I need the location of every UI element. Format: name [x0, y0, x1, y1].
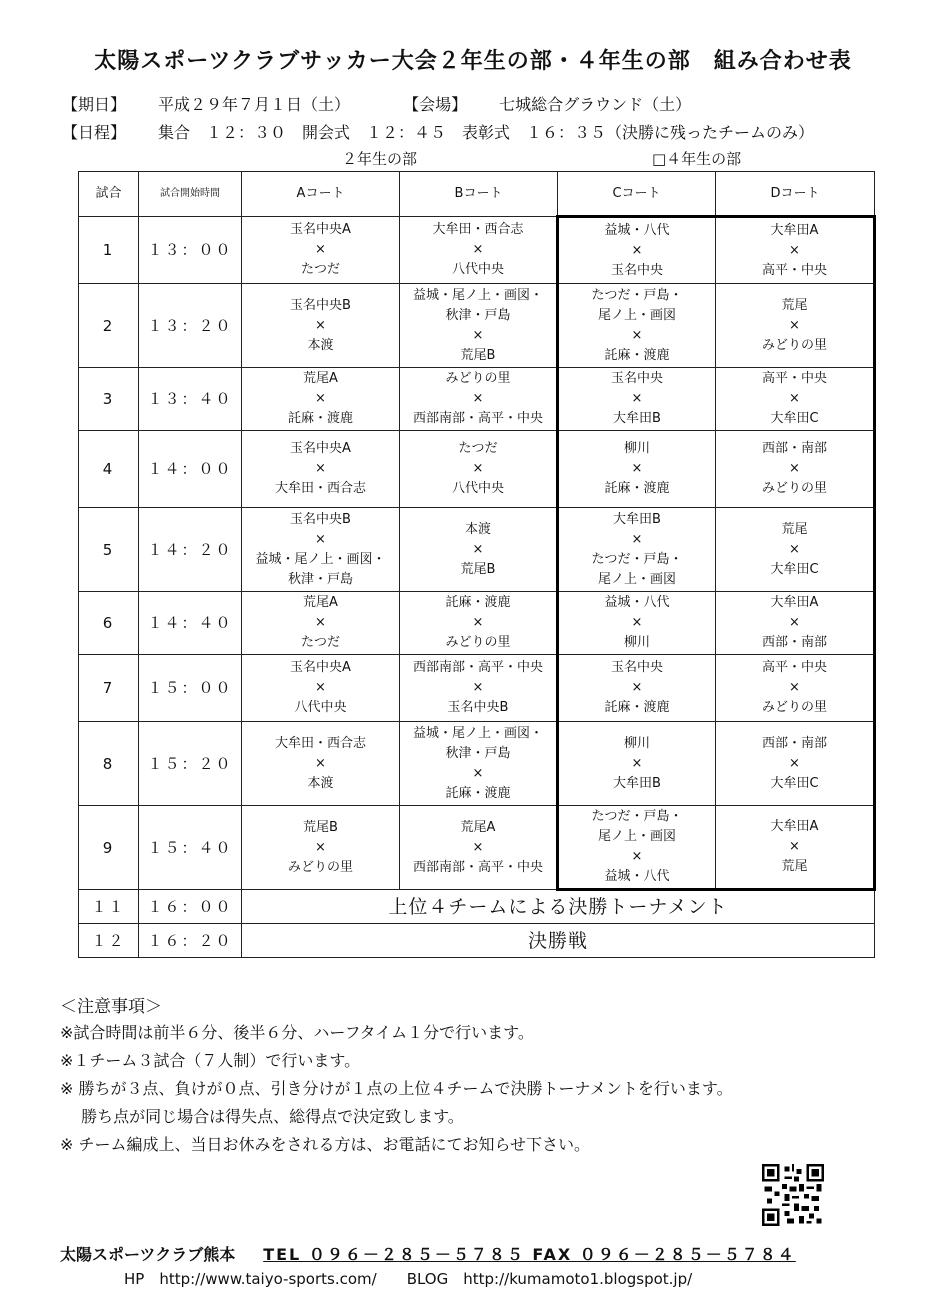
team-name: 西部・南部	[761, 441, 827, 456]
game-start-time: １５：２０	[139, 722, 242, 806]
team-name: 玉名中央	[610, 262, 663, 278]
team-name: 高平・中央	[761, 262, 827, 278]
team-name: 玉名中央B	[290, 297, 351, 313]
team-name: 荒尾	[781, 859, 808, 874]
versus-mark: ×	[315, 680, 326, 695]
team-name: 本渡	[464, 521, 491, 537]
court-a-match	[242, 431, 400, 508]
court-b-match	[400, 217, 558, 284]
team-name: 秋津・戸島	[445, 307, 511, 323]
game-start-time: １６：２０	[139, 924, 242, 958]
note-item: ※ チーム編成上、当日お休みをされる方は、お電話にてお知らせ下さい。	[60, 1135, 591, 1154]
game-number: 4	[79, 431, 139, 508]
header-court-c: Cコート	[558, 172, 716, 217]
team-name: 八代中央	[451, 481, 504, 496]
header-start-time: 試合開始時間	[139, 172, 242, 217]
team-name: 西部・南部	[761, 635, 827, 650]
versus-mark: ×	[472, 242, 484, 257]
versus-mark: ×	[315, 755, 326, 771]
final-row	[79, 890, 875, 924]
team-name: 西部・南部	[761, 735, 827, 751]
team-name: 西部南部・高平・中央	[412, 411, 543, 426]
venue-value: 七城総合グラウンド（土）	[499, 95, 692, 114]
note-item: ※試合時間は前半６分、後半６分、ハーフタイム１分で行います。	[60, 1023, 534, 1042]
game-number: 5	[79, 508, 139, 592]
table-row	[79, 368, 875, 431]
court-a-match	[242, 722, 400, 806]
team-name: 西部南部・高平・中央	[412, 660, 543, 675]
team-name: 益城・八代	[604, 222, 670, 238]
date-label: 【期日】	[62, 95, 127, 114]
versus-mark: ×	[472, 461, 484, 476]
game-start-time: １６：００	[139, 890, 242, 924]
team-name: みどりの里	[445, 371, 511, 386]
court-b-match	[400, 508, 558, 592]
table-row	[79, 655, 875, 722]
note-item: ※１チーム３試合（７人制）で行います。	[60, 1051, 361, 1070]
page-title: 太陽スポーツクラブサッカー大会２年生の部・４年生の部 組み合わせ表	[94, 49, 852, 74]
versus-mark: ×	[472, 541, 484, 557]
team-name: みどりの里	[445, 635, 511, 650]
court-d-match	[716, 508, 875, 592]
team-name: みどりの里	[761, 700, 827, 715]
court-a-match	[242, 284, 400, 368]
court-c-match	[558, 431, 716, 508]
team-name: 秋津・戸島	[445, 745, 511, 761]
date-venue-line	[62, 92, 691, 115]
header-court-d: Dコート	[716, 172, 875, 217]
team-name: 尾ノ上・画図	[597, 829, 676, 844]
team-name: 柳川	[623, 735, 650, 751]
venue-label: 【会場】	[403, 95, 468, 114]
team-name: 玉名中央B	[290, 511, 351, 527]
team-name: 大牟田C	[770, 775, 819, 791]
team-name: たつだ	[300, 635, 340, 650]
team-name: 尾ノ上・画図	[597, 307, 676, 323]
court-c-match	[558, 508, 716, 592]
footer-org: 太陽スポーツクラブ熊本	[60, 1245, 236, 1264]
team-name: 大牟田・西合志	[432, 222, 524, 237]
game-number: 9	[79, 806, 139, 890]
court-a-match	[242, 368, 400, 431]
court-a-match	[242, 655, 400, 722]
team-name: 玉名中央A	[290, 222, 351, 237]
team-name: 荒尾A	[303, 595, 338, 610]
team-name: 大牟田C	[770, 411, 819, 426]
court-c-match	[558, 284, 716, 368]
table-row	[79, 508, 875, 592]
table-row	[79, 284, 875, 368]
versus-mark: ×	[315, 615, 326, 630]
table-row	[79, 806, 875, 890]
team-name: 荒尾	[781, 297, 808, 313]
team-name: 益城・尾ノ上・画図・	[412, 287, 543, 303]
versus-mark: ×	[631, 391, 643, 406]
team-name: 大牟田・西合志	[274, 481, 366, 496]
game-number: 2	[79, 284, 139, 368]
versus-mark: ×	[789, 615, 800, 630]
versus-mark: ×	[789, 680, 800, 695]
versus-mark: ×	[472, 615, 484, 630]
versus-mark: ×	[631, 849, 643, 864]
schedule-label: 【日程】	[62, 123, 127, 142]
court-a-match	[242, 806, 400, 890]
court-c-match	[558, 806, 716, 890]
table-header-row	[79, 172, 875, 217]
court-b-match	[400, 806, 558, 890]
game-number: 8	[79, 722, 139, 806]
versus-mark: ×	[472, 327, 484, 343]
court-d-match	[716, 722, 875, 806]
game-start-time: １３：４０	[139, 368, 242, 431]
versus-mark: ×	[789, 461, 800, 476]
team-name: 玉名中央	[610, 371, 663, 386]
game-start-time: １４：２０	[139, 508, 242, 592]
versus-mark: ×	[472, 839, 484, 855]
versus-mark: ×	[631, 680, 643, 695]
court-b-match	[400, 722, 558, 806]
schedule-value: 集合 １２：３０ 開会式 １２：４５ 表彰式 １６：３５（決勝に残ったチームのみ）	[158, 123, 815, 142]
team-name: 尾ノ上・画図	[597, 571, 676, 587]
versus-mark: ×	[631, 755, 643, 771]
team-name: 荒尾	[781, 521, 808, 537]
team-name: 益城・八代	[604, 595, 670, 610]
versus-mark: ×	[315, 242, 326, 257]
court-d-match	[716, 806, 875, 890]
court-d-match	[716, 431, 875, 508]
versus-mark: ×	[472, 765, 484, 781]
court-b-match	[400, 592, 558, 655]
team-name: 荒尾A	[303, 371, 338, 386]
grade2-label: ２年生の部	[342, 150, 418, 168]
versus-mark: ×	[315, 531, 326, 547]
game-number: 3	[79, 368, 139, 431]
team-name: 本渡	[307, 775, 334, 791]
team-name: 大牟田B	[613, 411, 661, 426]
court-d-match	[716, 217, 875, 284]
team-name: 秋津・戸島	[287, 571, 353, 587]
team-name: 託麻・渡鹿	[604, 347, 670, 363]
team-name: 玉名中央A	[290, 660, 351, 675]
court-c-match	[558, 368, 716, 431]
final-round-label: 上位４チームによる決勝トーナメント	[242, 890, 875, 924]
team-name: 玉名中央	[610, 660, 663, 675]
game-number: 6	[79, 592, 139, 655]
game-start-time: １５：００	[139, 655, 242, 722]
court-d-match	[716, 655, 875, 722]
game-start-time: １５：４０	[139, 806, 242, 890]
versus-mark: ×	[472, 680, 484, 695]
versus-mark: ×	[789, 839, 800, 854]
court-b-match	[400, 284, 558, 368]
team-name: たつだ・戸島・	[591, 809, 683, 824]
versus-mark: ×	[789, 242, 800, 258]
team-name: 大牟田A	[770, 595, 819, 610]
team-name: 益城・尾ノ上・画図・	[412, 725, 543, 741]
team-name: 高平・中央	[761, 371, 827, 386]
court-d-match	[716, 592, 875, 655]
versus-mark: ×	[315, 461, 326, 476]
game-number: 7	[79, 655, 139, 722]
game-start-time: １３：００	[139, 217, 242, 284]
team-name: 託麻・渡鹿	[445, 595, 511, 610]
versus-mark: ×	[789, 391, 800, 406]
footer-links[interactable]: HP http://www.taiyo-sports.com/ BLOG http://kumamoto1.blogspot.jp/	[124, 1270, 693, 1288]
court-c-match	[558, 722, 716, 806]
versus-mark: ×	[631, 531, 643, 547]
versus-mark: ×	[631, 327, 643, 343]
team-name: 荒尾B	[460, 347, 496, 363]
date-value: 平成２９年７月１日（土）	[158, 95, 351, 114]
court-d-match	[716, 284, 875, 368]
team-name: 玉名中央B	[447, 700, 509, 715]
team-name: 託麻・渡鹿	[445, 785, 511, 801]
team-name: 託麻・渡鹿	[604, 481, 670, 496]
footer-tel-fax: TEL ０９６－２８５－５７８５ FAX ０９６－２８５－５７８４	[263, 1245, 796, 1264]
team-name: 本渡	[307, 337, 334, 353]
court-a-match	[242, 592, 400, 655]
team-name: 大牟田C	[770, 561, 819, 577]
team-name: 大牟田A	[770, 819, 819, 834]
header-game-number: 試合	[79, 172, 139, 217]
team-name: みどりの里	[287, 859, 353, 875]
court-c-match	[558, 217, 716, 284]
header-court-a: Aコート	[242, 172, 400, 217]
team-name: 荒尾B	[303, 819, 338, 835]
table-body	[79, 217, 875, 958]
versus-mark: ×	[789, 755, 800, 771]
note-item: ※ 勝ちが３点、負けが０点、引き分けが１点の上位４チームで決勝トーナメントを行います。	[60, 1079, 733, 1098]
versus-mark: ×	[315, 391, 326, 406]
table-row	[79, 217, 875, 284]
versus-mark: ×	[789, 317, 800, 333]
team-name: 益城・八代	[604, 869, 670, 884]
team-name: 高平・中央	[761, 660, 827, 675]
team-name: 玉名中央A	[290, 441, 351, 456]
versus-mark: ×	[472, 391, 484, 406]
team-name: たつだ・戸島・	[591, 551, 683, 567]
court-c-match	[558, 592, 716, 655]
court-b-match	[400, 368, 558, 431]
team-name: 柳川	[623, 441, 650, 456]
qr-code-icon	[762, 1164, 824, 1226]
team-name: 荒尾A	[460, 819, 496, 835]
team-name: 八代中央	[451, 262, 504, 277]
game-number: 1	[79, 217, 139, 284]
game-number: １２	[79, 924, 139, 958]
court-d-match	[716, 368, 875, 431]
final-row	[79, 924, 875, 958]
team-name: 大牟田・西合志	[274, 735, 366, 751]
team-name: たつだ	[300, 262, 340, 277]
team-name: 大牟田B	[613, 775, 661, 791]
team-name: 西部南部・高平・中央	[412, 859, 543, 875]
table-row	[79, 431, 875, 508]
team-name: 柳川	[623, 635, 650, 650]
grade4-label: □４年生の部	[652, 150, 742, 168]
court-c-match	[558, 655, 716, 722]
team-name: 大牟田A	[770, 222, 819, 238]
team-name: 託麻・渡鹿	[287, 411, 353, 426]
court-b-match	[400, 655, 558, 722]
footer-contact	[60, 1242, 796, 1265]
schedule-line	[62, 120, 814, 143]
final-round-label: 決勝戦	[242, 924, 875, 958]
team-name: たつだ・戸島・	[591, 287, 683, 303]
versus-mark: ×	[631, 242, 643, 258]
team-name: たつだ	[458, 441, 498, 456]
team-name: 大牟田B	[613, 511, 661, 527]
court-a-match	[242, 508, 400, 592]
header-court-b: Bコート	[400, 172, 558, 217]
schedule-table	[78, 171, 876, 958]
team-name: 益城・尾ノ上・画図・	[255, 551, 386, 567]
court-b-match	[400, 431, 558, 508]
game-start-time: １４：４０	[139, 592, 242, 655]
game-start-time: １３：２０	[139, 284, 242, 368]
versus-mark: ×	[315, 839, 326, 855]
versus-mark: ×	[631, 461, 643, 476]
versus-mark: ×	[631, 615, 643, 630]
game-start-time: １４：００	[139, 431, 242, 508]
team-name: みどりの里	[761, 481, 827, 496]
game-number: １１	[79, 890, 139, 924]
team-name: みどりの里	[761, 337, 827, 353]
versus-mark: ×	[315, 317, 326, 333]
table-row	[79, 592, 875, 655]
team-name: 荒尾B	[460, 561, 496, 577]
team-name: 託麻・渡鹿	[604, 700, 670, 715]
table-row	[79, 722, 875, 806]
team-name: 八代中央	[294, 700, 347, 715]
notes-heading: ＜注意事項＞	[60, 997, 162, 1017]
versus-mark: ×	[789, 541, 800, 557]
court-a-match	[242, 217, 400, 284]
note-item: 勝ち点が同じ場合は得失点、総得点で決定致します。	[60, 1107, 464, 1126]
